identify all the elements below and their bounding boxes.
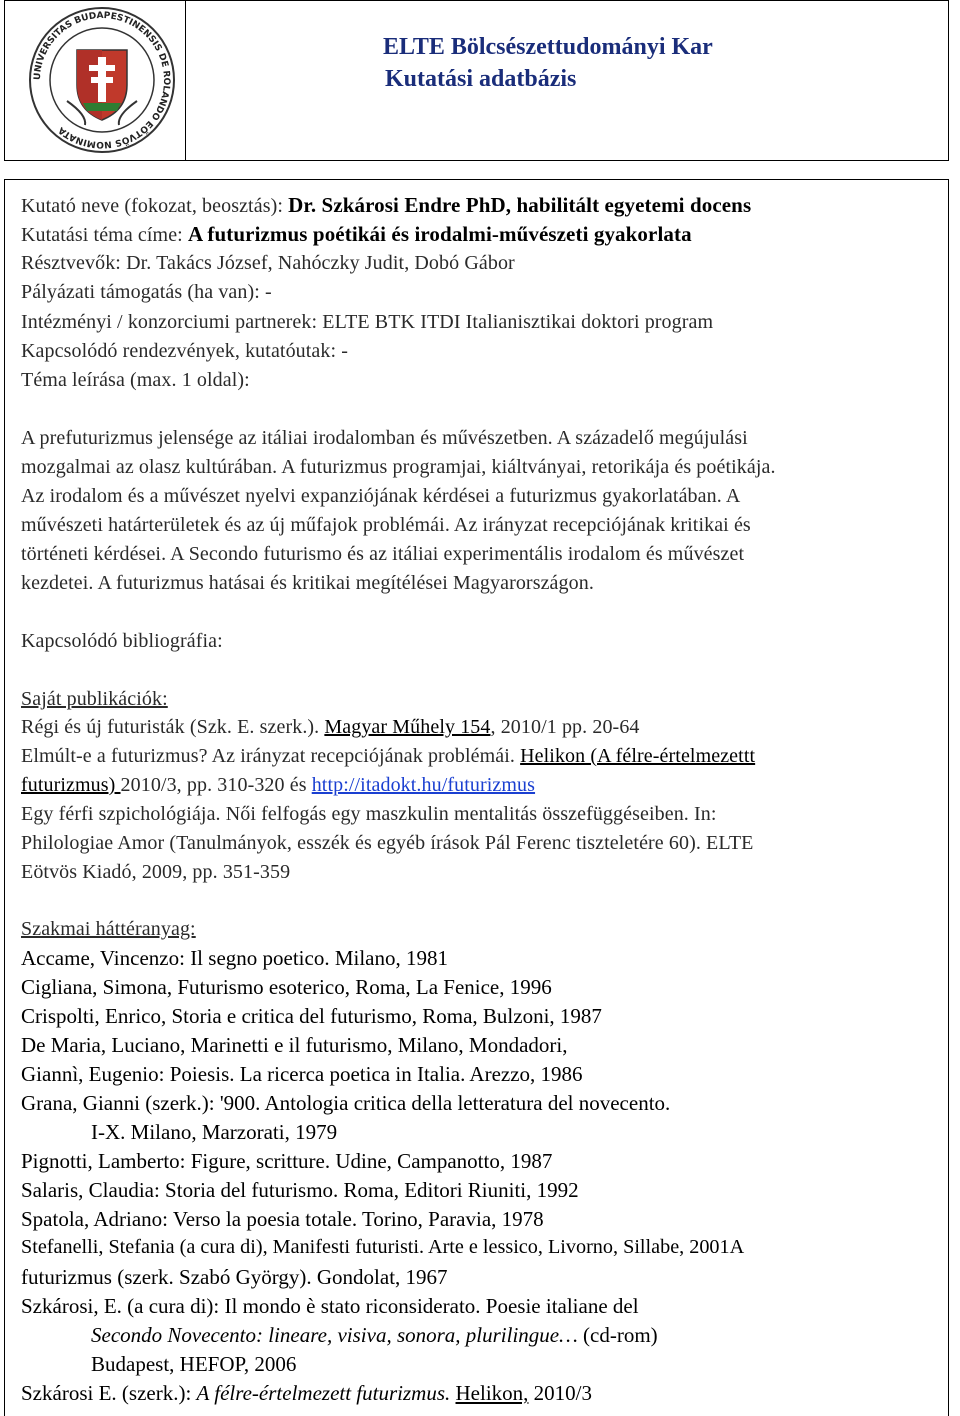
- helikon-2010-link[interactable]: Helikon,: [455, 1381, 529, 1405]
- topic-label: Kutatási téma címe:: [21, 224, 188, 246]
- partners-row: Intézményi / konzorciumi partnerek: ELTE BTK ITDI Italianisztikai doktori program: [21, 311, 714, 333]
- university-seal-logo: [27, 5, 177, 155]
- database-name: Kutatási adatbázis: [385, 66, 577, 92]
- background-item: Szkárosi, E. (a cura di): Il mondo è stato riconsiderato. Poesie italiane del: [21, 1294, 639, 1318]
- publication-item: Egy férfi szpichológiája. Női felfogás egy maszkulin mentalitás összefüggéseiben. In:: [21, 803, 717, 825]
- background-item: De Maria, Luciano, Marinetti e il futurismo, Milano, Mondadori,: [21, 1033, 568, 1057]
- participants-row: Résztvevők: Dr. Takács József, Nahóczky Judit, Dobó Gábor: [21, 252, 515, 274]
- bibliography-label: Kapcsolódó bibliográfia:: [21, 630, 223, 652]
- topic-value: A futurizmus poétikái és irodalmi-művészeti gyakorlata: [187, 222, 692, 246]
- description-line: Az irodalom és a művészet nyelvi expanziójának kérdései a futurizmus gyakorlatában. A: [21, 485, 741, 507]
- researcher-value: Dr. Szkárosi Endre PhD, habilitált egyetemi docens: [288, 193, 752, 217]
- publication-text: Régi és új futuristák (Szk. E. szerk.).: [21, 716, 325, 738]
- publication-text: , 2010/1 pp. 20-64: [490, 716, 640, 738]
- research-sheet: [4, 179, 949, 1416]
- magyar-muhely-link[interactable]: Magyar Műhely 154: [324, 716, 491, 738]
- background-text: Szkárosi E. (szerk.):: [21, 1381, 197, 1405]
- description-line: művészeti határterületek és az új műfajok problémái. Az irányzat recepciójának kritikai és: [21, 514, 751, 536]
- publication-item-cont: Philologiae Amor (Tanulmányok, esszék és egyéb írások Pál Ferenc tiszteletére 60). ELTE: [21, 832, 754, 854]
- background-item-cont: [91, 1323, 658, 1348]
- background-item-cont: I-X. Milano, Marzorati, 1979: [91, 1120, 338, 1144]
- background-item: Salaris, Claudia: Storia del futurismo. Roma, Editori Riuniti, 1992: [21, 1178, 579, 1202]
- publication-item: [21, 745, 755, 768]
- background-item: Accame, Vincenzo: Il segno poetico. Milano, 1981: [21, 946, 448, 970]
- description-line: kezdetei. A futurizmus hatásai és kritikai megítélései Magyarországon.: [21, 572, 594, 594]
- helikon-link-cont[interactable]: futurizmus): [21, 774, 121, 796]
- background-item: Stefanelli, Stefania (a cura di), Manifesti futuristi. Arte e lessico, Livorno, Sillabe, 2001A: [21, 1236, 745, 1258]
- background-item: Pignotti, Lamberto: Figure, scritture. Udine, Campanotto, 1987: [21, 1149, 553, 1173]
- own-publications-heading: Saját publikációk:: [21, 688, 168, 710]
- publication-item-cont: Eötvös Kiadó, 2009, pp. 351-359: [21, 861, 291, 883]
- background-item: Grana, Gianni (szerk.): '900. Antologia critica della letteratura del novecento.: [21, 1091, 671, 1115]
- researcher-label: Kutató neve (fokozat, beosztás):: [21, 195, 289, 217]
- background-item: Giannì, Eugenio: Poiesis. La ricerca poetica in Italia. Arezzo, 1986: [21, 1062, 583, 1086]
- background-item-cont: Budapest, HEFOP, 2006: [91, 1352, 297, 1376]
- background-text: (cd-rom): [577, 1323, 658, 1347]
- faculty-name: ELTE Bölcsészettudományi Kar: [383, 34, 713, 60]
- grant-row: Pályázati támogatás (ha van): -: [21, 281, 272, 303]
- itadokt-url-link[interactable]: http://itadokt.hu/futurizmus: [311, 774, 536, 796]
- faculty-title: [383, 31, 783, 95]
- publication-item-cont: [21, 774, 535, 797]
- background-italic-title: A félre-értelmezett futurizmus.: [196, 1381, 451, 1405]
- helikon-link[interactable]: Helikon (A félre-értelmezettt: [520, 745, 756, 767]
- background-item: Spatola, Adriano: Verso la poesia totale. Torino, Paravia, 1978: [21, 1207, 544, 1231]
- publication-text: 2010/3, pp. 310-320 és: [120, 774, 312, 796]
- events-row: Kapcsolódó rendezvények, kutatóutak: -: [21, 340, 349, 362]
- background-text: 2010/3: [528, 1381, 592, 1405]
- publication-text: Elmúlt-e a futurizmus? Az irányzat recepciójának problémái.: [21, 745, 521, 767]
- publication-item: [21, 716, 640, 739]
- description-line: A prefuturizmus jelensége az itáliai irodalomban és művészetben. A századelő megújulási: [21, 427, 748, 449]
- background-item: Cigliana, Simona, Futurismo esoterico, Roma, La Fenice, 1996: [21, 975, 552, 999]
- background-item: futurizmus (szerk. Szabó György). Gondolat, 1967: [21, 1265, 448, 1289]
- background-heading: Szakmai háttéranyag:: [21, 918, 196, 940]
- description-line: mozgalmai az olasz kultúrában. A futurizmus programjai, kiáltványai, retorikája és poétikája.: [21, 456, 776, 478]
- background-item: Crispolti, Enrico, Storia e critica del futurismo, Roma, Bulzoni, 1987: [21, 1004, 602, 1028]
- description-line: történeti kérdései. A Secondo futurismo és az itáliai experimentális irodalom és művészet: [21, 543, 745, 565]
- svg-text:UNIVERSITAS BUDAPESTINENSIS DE: UNIVERSITAS BUDAPESTINENSIS DE ROLANDO EÖTVÖS NOMINATA: [32, 10, 172, 150]
- background-item: [21, 1381, 592, 1406]
- header-divider: [185, 1, 186, 160]
- topic-row: [21, 222, 692, 247]
- description-label: Téma leírása (max. 1 oldal):: [21, 369, 250, 391]
- background-italic-title: Secondo Novecento: lineare, visiva, sonora, plurilingue…: [91, 1323, 578, 1347]
- researcher-row: [21, 193, 751, 218]
- header-box: [4, 0, 949, 161]
